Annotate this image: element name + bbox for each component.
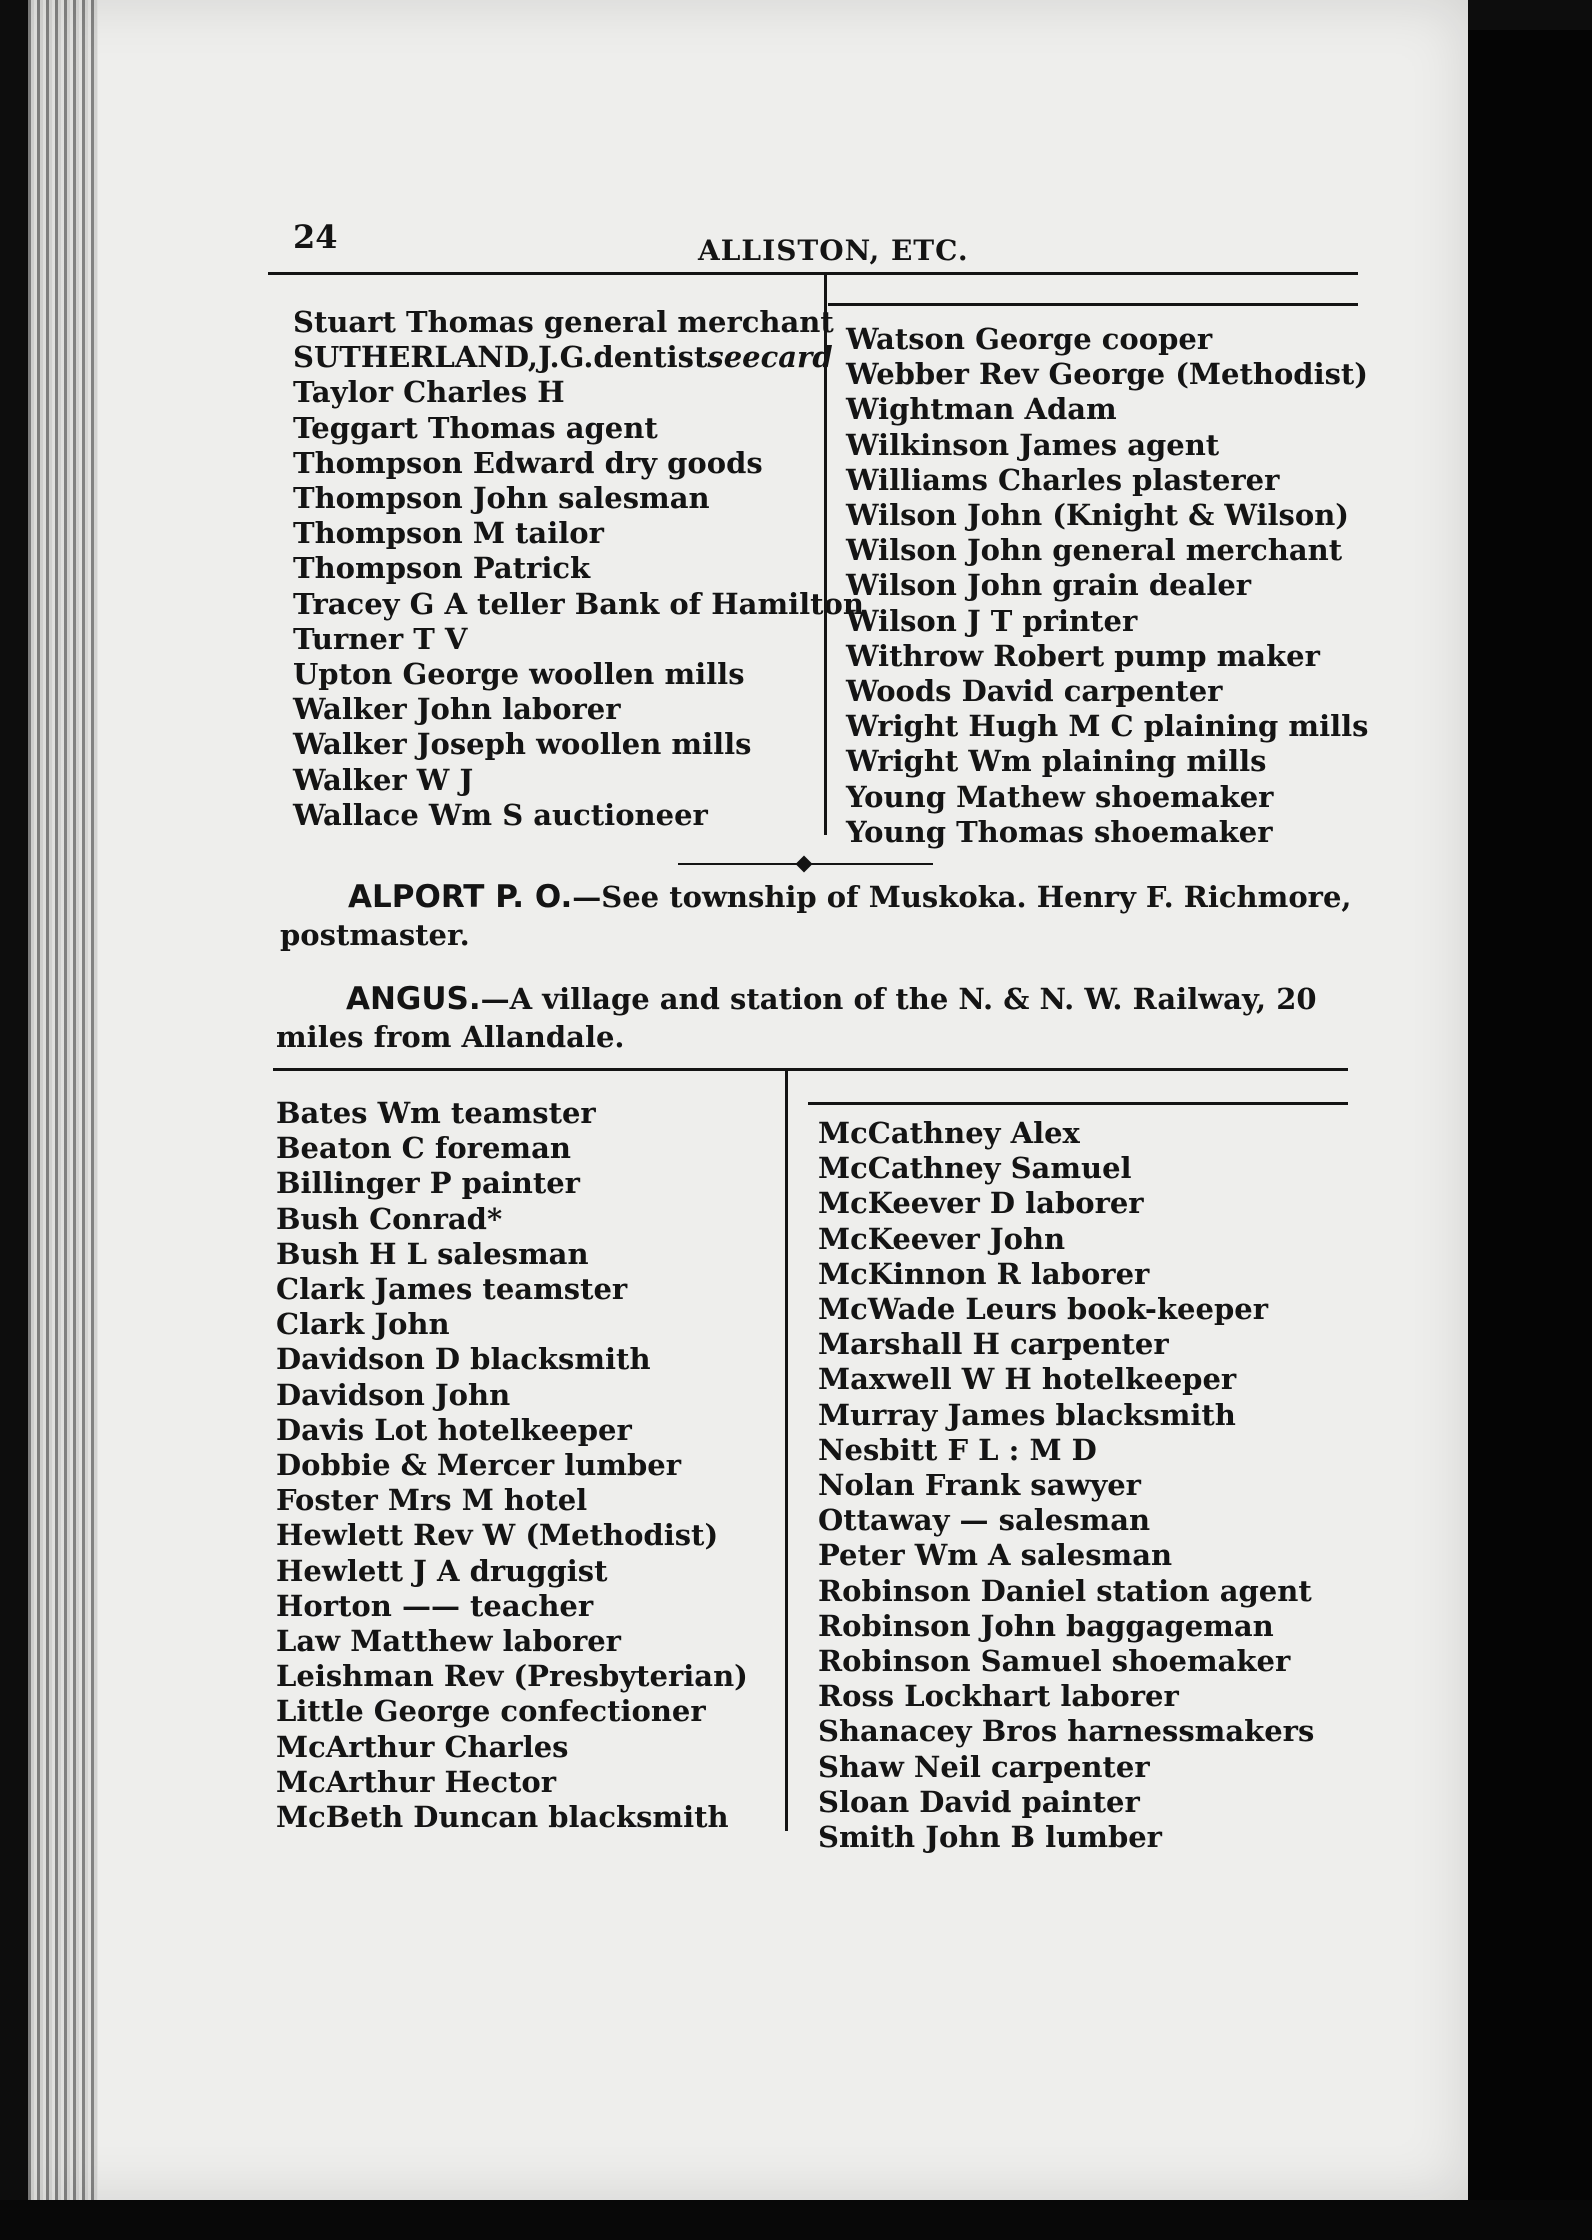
- directory-entry: McCathney Samuel: [818, 1151, 1132, 1186]
- directory-entry: McWade Leurs book-keeper: [818, 1292, 1268, 1327]
- scan-right-border: [1468, 30, 1592, 2240]
- page-binding-edge: [28, 0, 98, 2200]
- angus-list-rule: [273, 1068, 1348, 1071]
- directory-entry: Robinson John baggageman: [818, 1608, 1274, 1643]
- directory-entry: Leishman Rev (Presbyterian): [276, 1659, 748, 1694]
- scanned-page: [28, 0, 1468, 2200]
- directory-entry: Wright Hugh M C plaining mills: [846, 709, 1369, 744]
- directory-entry: Teggart Thomas agent: [293, 410, 658, 445]
- directory-entry: Thompson Patrick: [293, 551, 591, 586]
- directory-entry: McArthur Charles: [276, 1729, 569, 1764]
- angus-column-divider: [785, 1071, 788, 1831]
- directory-entry: Ottaway — salesman: [818, 1503, 1151, 1538]
- directory-entry: Clark John: [276, 1307, 450, 1342]
- directory-entry: Walker John laborer: [293, 692, 621, 727]
- alliston-left-column: [293, 305, 864, 833]
- directory-entry: Bush Conrad*: [276, 1201, 503, 1236]
- see-card-note: seecard: [707, 340, 833, 375]
- angus-entry: [276, 980, 1317, 1056]
- directory-entry: Smith John B lumber: [818, 1820, 1162, 1855]
- directory-entry: McKeever John: [818, 1221, 1066, 1256]
- directory-entry: Foster Mrs M hotel: [276, 1483, 588, 1518]
- directory-entry: Thompson Edward dry goods: [293, 445, 763, 480]
- directory-entry: Turner T V: [293, 621, 468, 656]
- angus-line-1: [276, 980, 1317, 1018]
- directory-entry-name: SUTHERLAND,J.G.dentist: [293, 340, 708, 375]
- directory-entry: Taylor Charles H: [293, 375, 565, 410]
- directory-entry: Davidson John: [276, 1377, 511, 1412]
- directory-entry: Wilson John (Knight & Wilson): [846, 498, 1349, 533]
- directory-entry: Thompson John salesman: [293, 481, 710, 516]
- directory-entry: Beaton C foreman: [276, 1131, 571, 1166]
- directory-entry: Law Matthew laborer: [276, 1624, 621, 1659]
- directory-entry: Billinger P painter: [276, 1166, 580, 1201]
- alport-heading: ALPORT P. O.: [348, 879, 573, 915]
- directory-entry: Nolan Frank sawyer: [818, 1468, 1141, 1503]
- directory-entry: Stuart Thomas general merchant: [293, 305, 834, 339]
- scan-bottom-border: [0, 2200, 1592, 2240]
- directory-entry: Nesbitt F L : M D: [818, 1432, 1097, 1467]
- directory-entry: Maxwell W H hotelkeeper: [818, 1362, 1237, 1397]
- separator-ornament: [796, 856, 813, 873]
- directory-entry: Murray James blacksmith: [818, 1397, 1236, 1432]
- directory-entry: Withrow Robert pump maker: [846, 638, 1320, 673]
- angus-list-rule-right: [808, 1102, 1348, 1105]
- directory-entry: McKinnon R laborer: [818, 1256, 1150, 1291]
- directory-entry: Walker Joseph woollen mills: [293, 727, 752, 762]
- directory-entry: Wightman Adam: [846, 392, 1117, 427]
- alport-text-2: postmaster.: [280, 918, 470, 952]
- directory-entry: Williams Charles plasterer: [846, 462, 1280, 497]
- directory-entry: Bates Wm teamster: [276, 1096, 596, 1130]
- directory-entry: Wilkinson James agent: [846, 427, 1220, 462]
- directory-entry: Hewlett Rev W (Methodist): [276, 1518, 719, 1553]
- directory-entry: Woods David carpenter: [846, 674, 1223, 709]
- directory-entry: Bush H L salesman: [276, 1236, 589, 1271]
- alport-entry: [280, 878, 1352, 954]
- directory-entry: Sloan David painter: [818, 1784, 1140, 1819]
- directory-entry: Young Thomas shoemaker: [846, 814, 1273, 849]
- header-rule-right: [828, 303, 1358, 306]
- directory-entry: Walker W J: [293, 762, 474, 797]
- running-head: ALLISTON, ETC.: [698, 234, 969, 267]
- directory-entry: Wilson John grain dealer: [846, 568, 1252, 603]
- directory-entry: Hewlett J A druggist: [276, 1553, 608, 1588]
- alport-line-1: [280, 878, 1352, 916]
- directory-entry: Wilson John general merchant: [846, 533, 1343, 568]
- directory-entry: McBeth Duncan blacksmith: [276, 1800, 729, 1835]
- directory-entry: Little George confectioner: [276, 1694, 706, 1729]
- directory-entry: Young Mathew shoemaker: [846, 779, 1274, 814]
- directory-entry: Watson George cooper: [846, 322, 1213, 356]
- angus-right-column: [818, 1116, 1314, 1855]
- angus-text-1: —A village and station of the N. & N. W. Railway, 20: [480, 982, 1317, 1016]
- directory-entry: Horton —— teacher: [276, 1588, 594, 1623]
- directory-entry: Clark James teamster: [276, 1272, 628, 1307]
- directory-entry: Tracey G A teller Bank of Hamilton: [293, 586, 864, 621]
- directory-entry: Ross Lockhart laborer: [818, 1679, 1179, 1714]
- directory-entry: Wallace Wm S auctioneer: [293, 797, 708, 832]
- alliston-right-column: [846, 322, 1368, 850]
- directory-entry: Dobbie & Mercer lumber: [276, 1448, 681, 1483]
- directory-entry: Robinson Samuel shoemaker: [818, 1644, 1291, 1679]
- directory-entry: Peter Wm A salesman: [818, 1538, 1173, 1573]
- directory-entry: McCathney Alex: [818, 1116, 1080, 1150]
- directory-entry: Robinson Daniel station agent: [818, 1573, 1312, 1608]
- directory-entry: Davidson D blacksmith: [276, 1342, 651, 1377]
- angus-heading: ANGUS.: [346, 981, 481, 1017]
- angus-text-2: miles from Allandale.: [276, 1020, 625, 1054]
- directory-entry: Davis Lot hotelkeeper: [276, 1412, 632, 1447]
- directory-entry: Shanacey Bros harnessmakers: [818, 1714, 1315, 1749]
- directory-entry: Marshall H carpenter: [818, 1327, 1169, 1362]
- header-rule: [268, 272, 1358, 275]
- directory-entry: McKeever D laborer: [818, 1186, 1144, 1221]
- directory-entry: [293, 340, 864, 375]
- directory-entry: Wilson J T printer: [846, 603, 1138, 638]
- angus-left-column: [276, 1096, 748, 1835]
- directory-entry: Webber Rev George (Methodist): [846, 357, 1369, 392]
- directory-entry: Shaw Neil carpenter: [818, 1749, 1150, 1784]
- directory-entry: Upton George woollen mills: [293, 657, 745, 692]
- alport-text-1: —See township of Muskoka. Henry F. Richmore,: [572, 880, 1352, 914]
- directory-entry: Thompson M tailor: [293, 516, 604, 551]
- directory-entry: Wright Wm plaining mills: [846, 744, 1267, 779]
- page-number: 24: [293, 218, 338, 256]
- directory-entry: McArthur Hector: [276, 1764, 557, 1799]
